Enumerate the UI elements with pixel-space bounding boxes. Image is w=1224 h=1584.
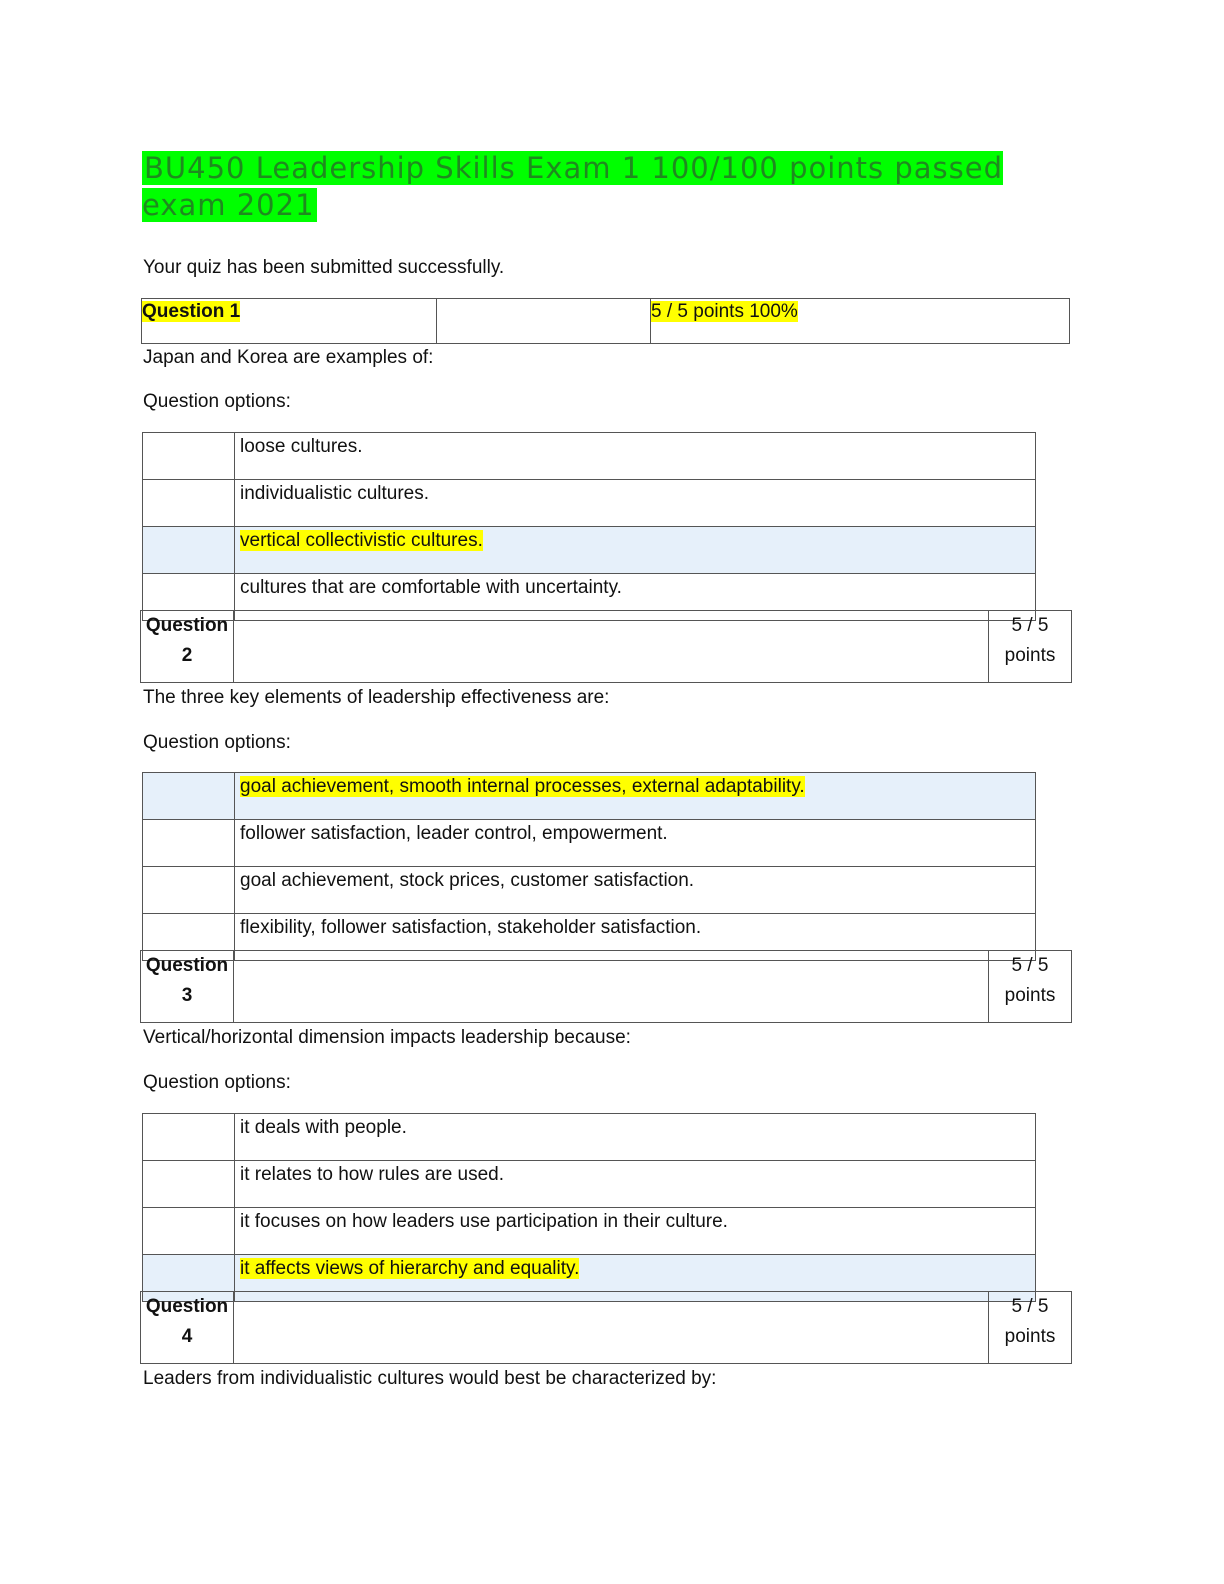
question-label-number: 4 — [181, 1326, 193, 1347]
option-marker — [143, 820, 235, 867]
question-4-label — [141, 1292, 234, 1364]
question-3-prompt: Vertical/horizontal dimension impacts leadership because: — [143, 1027, 631, 1048]
option-marker — [143, 1161, 235, 1208]
option-text: individualistic cultures. — [235, 480, 1036, 527]
option-marker — [143, 433, 235, 480]
question-2-header — [140, 610, 1072, 683]
question-2-prompt: The three key elements of leadership effectiveness are: — [143, 687, 610, 708]
option-marker — [143, 867, 235, 914]
correct-answer: it affects views of hierarchy and equality. — [240, 1258, 580, 1279]
empty-cell — [437, 299, 651, 344]
question-1-header — [141, 298, 1070, 344]
option-row[interactable] — [143, 867, 1036, 914]
option-text: it relates to how rules are used. — [235, 1161, 1036, 1208]
question-3-score — [989, 951, 1072, 1023]
option-text: it deals with people. — [235, 1114, 1036, 1161]
correct-answer: vertical collectivistic cultures. — [240, 530, 483, 551]
option-marker — [143, 480, 235, 527]
option-text: follower satisfaction, leader control, empowerment. — [235, 820, 1036, 867]
option-text: cultures that are comfortable with uncertainty. — [235, 574, 1036, 621]
question-3-header — [140, 950, 1072, 1023]
exam-title — [142, 150, 1042, 224]
correct-answer: goal achievement, smooth internal processes, external adaptability. — [240, 776, 805, 797]
option-row[interactable] — [143, 1208, 1036, 1255]
question-1-options-label: Question options: — [143, 391, 291, 412]
option-text-cell — [235, 527, 1036, 574]
option-row[interactable] — [143, 433, 1036, 480]
empty-cell — [234, 611, 989, 683]
question-4-prompt: Leaders from individualistic cultures would best be characterized by: — [143, 1368, 717, 1389]
empty-cell — [234, 1292, 989, 1364]
question-label-number: 3 — [181, 985, 193, 1006]
option-text: goal achievement, stock prices, customer satisfaction. — [235, 867, 1036, 914]
option-text-cell — [235, 773, 1036, 820]
empty-cell — [234, 951, 989, 1023]
question-1-options — [142, 432, 1036, 621]
score-value: 5 / 5 — [1011, 615, 1049, 636]
question-2-options — [142, 772, 1036, 961]
question-4-header — [140, 1291, 1072, 1364]
exam-title-text: BU450 Leadership Skills Exam 1 100/100 points passed exam 2021 — [142, 151, 1004, 222]
question-label-word: Question — [145, 955, 229, 976]
question-label-word: Question — [145, 1296, 229, 1317]
option-marker — [143, 1114, 235, 1161]
option-row[interactable] — [143, 820, 1036, 867]
question-3-options-label: Question options: — [143, 1072, 291, 1093]
submission-message: Your quiz has been submitted successfully. — [143, 257, 505, 278]
option-text: loose cultures. — [235, 433, 1036, 480]
option-row[interactable] — [143, 1114, 1036, 1161]
question-1-prompt: Japan and Korea are examples of: — [143, 347, 434, 368]
option-text: it focuses on how leaders use participation in their culture. — [235, 1208, 1036, 1255]
option-marker — [143, 773, 235, 820]
score-unit: points — [1004, 985, 1056, 1006]
question-1-label-cell — [142, 299, 437, 344]
question-3-options — [142, 1113, 1036, 1302]
option-row[interactable] — [143, 1161, 1036, 1208]
question-4-score — [989, 1292, 1072, 1364]
option-marker — [143, 527, 235, 574]
option-marker — [143, 1208, 235, 1255]
question-label-word: Question — [145, 615, 229, 636]
question-2-score — [989, 611, 1072, 683]
option-text: flexibility, follower satisfaction, stakeholder satisfaction. — [235, 914, 1036, 961]
score-value: 5 / 5 — [1011, 955, 1049, 976]
option-row-correct[interactable] — [143, 773, 1036, 820]
score-value: 5 / 5 — [1011, 1296, 1049, 1317]
question-1-score: 5 / 5 points 100% — [651, 301, 798, 322]
score-unit: points — [1004, 1326, 1056, 1347]
option-row[interactable] — [143, 480, 1036, 527]
question-2-options-label: Question options: — [143, 732, 291, 753]
question-1-label: Question 1 — [142, 301, 241, 322]
question-label-number: 2 — [181, 645, 193, 666]
score-unit: points — [1004, 645, 1056, 666]
option-row-correct[interactable] — [143, 527, 1036, 574]
question-1-score-cell — [651, 299, 1070, 344]
question-3-label — [141, 951, 234, 1023]
question-2-label — [141, 611, 234, 683]
